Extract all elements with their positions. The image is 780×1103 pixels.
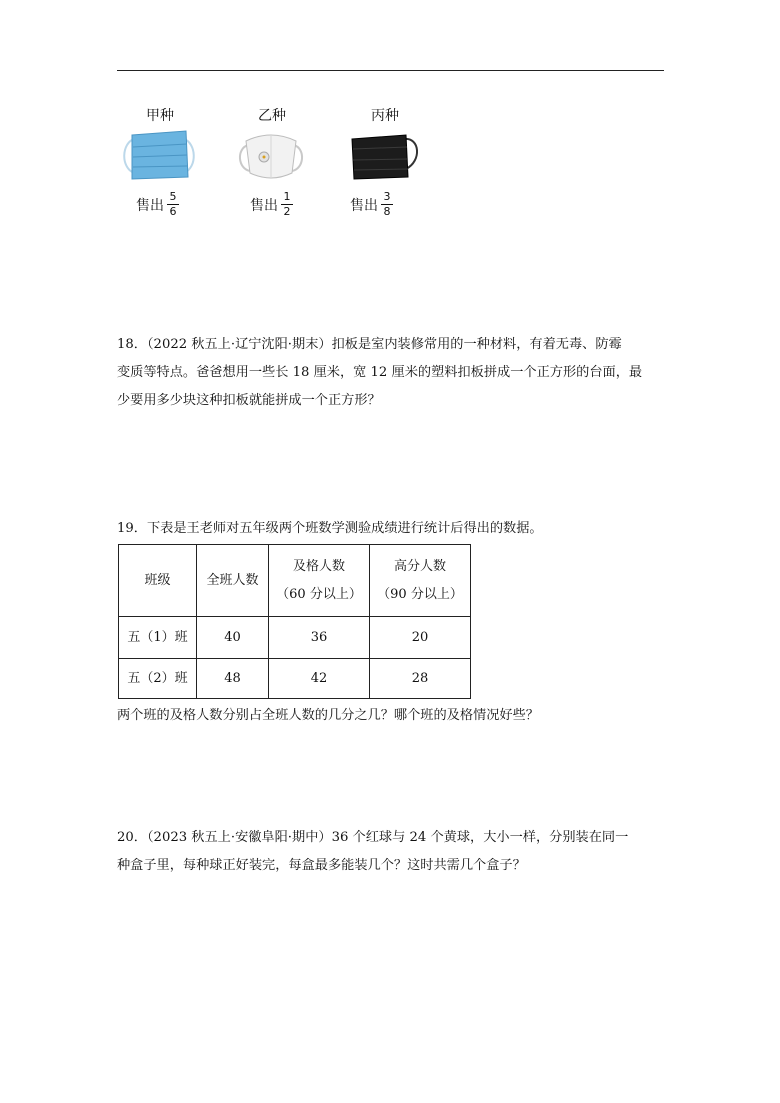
table-cell: 28 [370,659,471,699]
sold-label: 售出 $\frac{3}{8}$ [350,191,393,218]
table-cell: 36 [269,617,370,659]
sold-label: 售出 $\frac{5}{6}$ [136,191,179,218]
table-header-cell: 及格人数 （60 分以上） [269,545,370,617]
surgical-mask-icon [120,127,198,185]
black-mask-icon [344,127,424,185]
fraction: $\frac{3}{8}$ [381,191,393,218]
question-20 [117,824,667,880]
table-row [119,659,471,699]
score-table [118,544,471,699]
header-rule [117,70,664,71]
mask-name: 甲种 [146,108,174,124]
mask-name: 乙种 [258,108,286,124]
question-19-question: 两个班的及格人数分别占全班人数的几分之几？哪个班的及格情况好些？ [117,708,539,723]
question-19-intro: 19．下表是王老师对五年级两个班数学测验成绩进行统计后得出的数据。 [117,521,543,536]
n95-mask-icon [234,127,308,185]
table-header-cell: 全班人数 [197,545,269,617]
table-row [119,617,471,659]
fraction: $\frac{5}{6}$ [167,191,179,218]
question-18 [117,331,667,415]
mask-name: 丙种 [371,108,399,124]
table-header-cell: 高分人数 （90 分以上） [370,545,471,617]
table-cell: 20 [370,617,471,659]
table-header-cell: 班级 [119,545,197,617]
table-header-row [119,545,471,617]
question-text: 少要用多少块这种扣板就能拼成一个正方形？ [117,393,381,408]
table-cell: 五（1）班 [119,617,197,659]
question-text: 变质等特点。爸爸想用一些长 18 厘米，宽 12 厘米的塑料扣板拼成一个正方形的台面，最 [117,365,643,380]
table-cell: 42 [269,659,370,699]
question-text: 18．（2022 秋五上·辽宁沈阳·期末）扣板是室内装修常用的一种材料，有着无毒、防霉 [117,337,622,352]
table-cell: 五（2）班 [119,659,197,699]
question-text: 种盒子里，每种球正好装完，每盒最多能装几个？这时共需几个盒子？ [117,858,526,873]
table-cell: 40 [197,617,269,659]
question-text: 20．（2023 秋五上·安徽阜阳·期中）36 个红球与 24 个黄球，大小一样，分别装在同一 [117,830,629,845]
fraction: $\frac{1}{2}$ [281,191,293,218]
table-cell: 48 [197,659,269,699]
sold-label: 售出 $\frac{1}{2}$ [250,191,293,218]
